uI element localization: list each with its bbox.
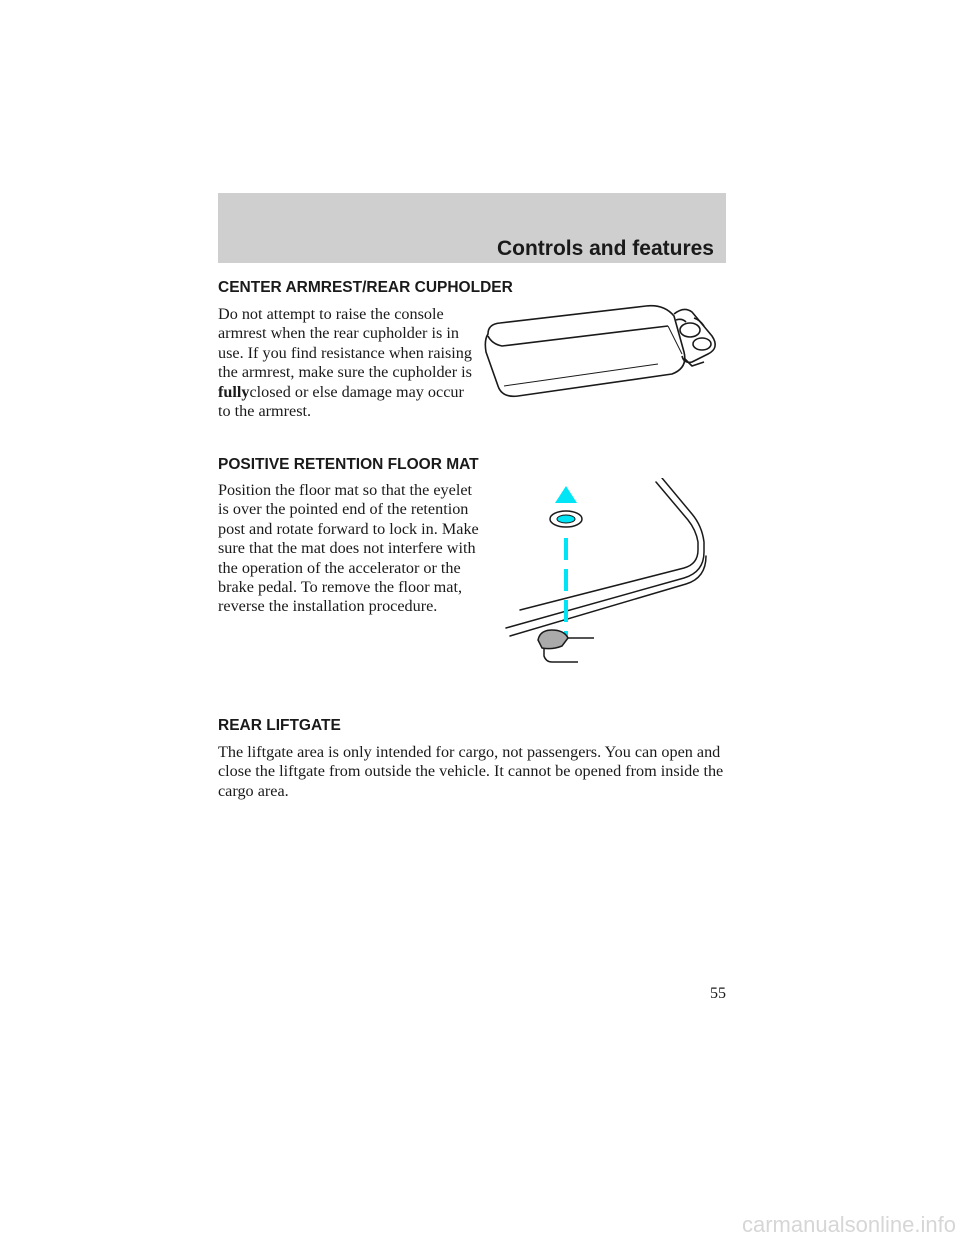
heading-center-armrest: CENTER ARMREST/REAR CUPHOLDER xyxy=(218,279,513,296)
paragraph-center-armrest xyxy=(218,305,480,421)
page-number: 55 xyxy=(710,985,726,1002)
paragraph-text: Do not attempt to raise the console armrest when the rear cupholder is in use. If you find resistance when raising the armrest, make sure the cupholder is xyxy=(218,305,472,382)
watermark: carmanualsonline.info xyxy=(741,1212,956,1237)
floor-mat-illustration xyxy=(500,478,710,670)
heading-rear-liftgate: REAR LIFTGATE xyxy=(218,717,341,734)
emphasis-text: fully xyxy=(218,382,250,401)
paragraph-rear-liftgate: The liftgate area is only intended for cargo, not passengers. You can open and close the liftgate from outside the vehicle. It cannot be opened from inside the cargo area. xyxy=(218,743,724,800)
paragraph-floor-mat: Position the floor mat so that the eyelet is over the pointed end of the retention post and rotate forward to lock in. Make sure that the mat does not interfere with the operation of the accelerator or the brake pedal. To remove the floor mat, reverse the installation procedure. xyxy=(218,481,479,616)
heading-floor-mat: POSITIVE RETENTION FLOOR MAT xyxy=(218,456,479,473)
armrest-cupholder-illustration xyxy=(478,296,728,408)
chapter-title: Controls and features xyxy=(496,237,714,260)
section-header-band xyxy=(218,193,726,263)
paragraph-text: closed or else damage may occur to the armrest. xyxy=(218,382,464,421)
